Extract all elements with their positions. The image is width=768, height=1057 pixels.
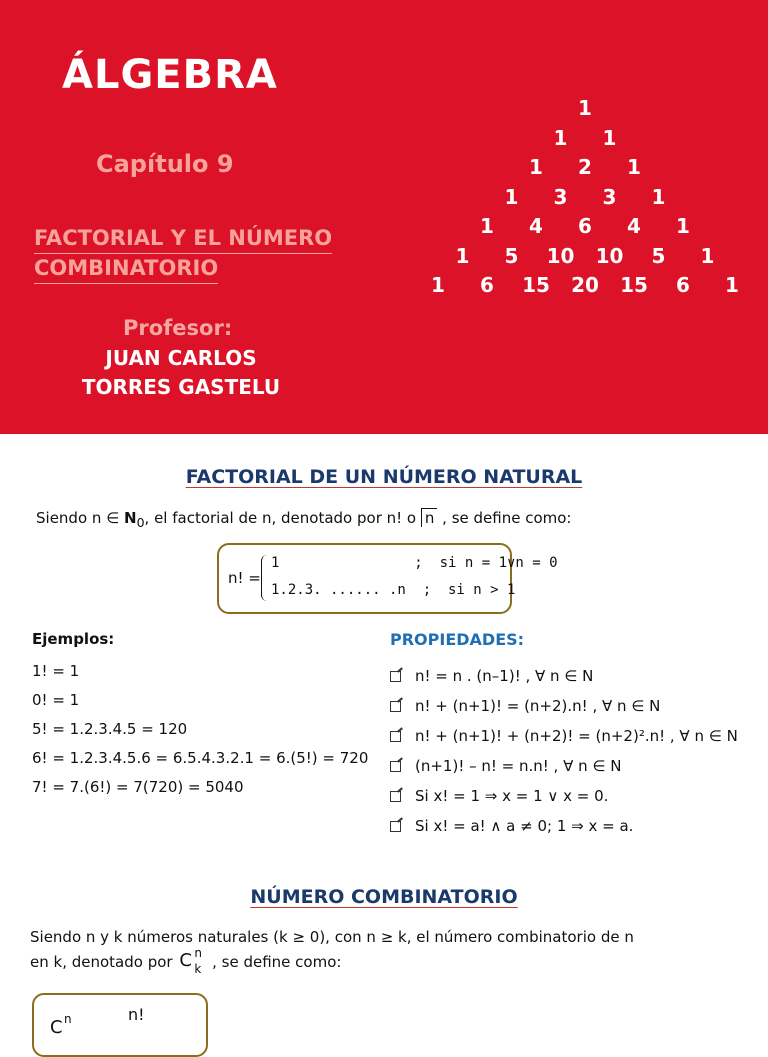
professor-name-line-2: TORRES GASTELU [81, 375, 281, 399]
example-item: 7! = 7.(6!) = 7(720) = 5040 [32, 778, 244, 796]
pascal-number: 5 [504, 243, 519, 268]
property-item [390, 727, 738, 745]
property-text: n! + (n+1)! + (n+2)! = (n+2)².n! , ∀ n ∈ N [415, 727, 738, 745]
pascal-number: 6 [480, 273, 494, 297]
pascal-number: 10 [546, 243, 575, 268]
pascal-number: 1 [578, 96, 592, 120]
pascal-number: 3 [602, 184, 617, 209]
pascal-number: 1 [651, 184, 666, 209]
professor-label: Profesor: [123, 316, 233, 340]
topic-title [34, 224, 332, 284]
factorial-definition-text: Siendo n ∈ $N_0$, el factorial de n, denotado por n! o n , se define como: [36, 509, 572, 530]
pascal-number: 2 [578, 155, 592, 179]
pascal-number: 1 [725, 273, 739, 297]
formula-lhs: n! = [228, 569, 261, 587]
property-item [390, 667, 593, 685]
pascal-number: 1 [676, 214, 690, 238]
topic-line-2: COMBINATORIO [34, 254, 218, 284]
professor-name-line-1: JUAN CARLOS [105, 346, 257, 370]
example-item: 0! = 1 [32, 691, 80, 709]
pascal-number: 3 [553, 184, 568, 209]
pascal-number: 1 [700, 243, 715, 268]
property-text: n! + (n+1)! = (n+2).n! , ∀ n ∈ N [415, 697, 661, 715]
formula-n-superscript: n [64, 1012, 72, 1026]
pascal-number: 1 [553, 125, 568, 150]
property-text: n! = n . (n–1)! , ∀ n ∈ N [415, 667, 594, 685]
property-item [390, 757, 621, 775]
document-title: ÁLGEBRA [62, 52, 278, 98]
arrow-bullet-icon [390, 821, 401, 832]
pascal-number: 6 [676, 273, 690, 297]
factorial-section-title: FACTORIAL DE UN NÚMERO NATURAL [185, 466, 583, 488]
property-text: Si x! = a! ∧ a ≠ 0; 1 ⇒ x = a. [415, 817, 634, 835]
formula-numerator: n! [128, 1005, 145, 1024]
pascal-number: 1 [431, 273, 445, 297]
pascal-number: 15 [522, 273, 550, 297]
example-item: 6! = 1.2.3.4.5.6 = 6.5.4.3.2.1 = 6.(5!) = 720 [32, 749, 369, 767]
pascal-number: 20 [571, 273, 599, 297]
examples-heading: Ejemplos: [32, 630, 115, 648]
cover-banner [0, 0, 768, 434]
property-item [390, 817, 633, 835]
pascal-number: 1 [504, 184, 519, 209]
arrow-bullet-icon [390, 671, 401, 682]
pascal-number: 1 [602, 125, 617, 150]
property-text: (n+1)! – n! = n.n! , ∀ n ∈ N [415, 757, 622, 775]
combinatorio-formula-box [32, 993, 208, 1057]
arrow-bullet-icon [390, 791, 401, 802]
natural-set-symbol: N [124, 509, 137, 527]
pascal-number: 4 [627, 214, 641, 238]
formula-case-1: 1 ; si n = 1∨n = 0 [271, 555, 558, 571]
pascal-triangle [420, 96, 750, 306]
formula-brace [261, 555, 269, 601]
combinatorio-definition-line-2: en k, denotado por C n k , se define como: [30, 946, 342, 976]
formula-c-symbol: C [50, 1017, 63, 1038]
property-text: Si x! = 1 ⇒ x = 1 ∨ x = 0. [415, 787, 609, 805]
pascal-number: 1 [529, 155, 543, 179]
pascal-number: 15 [620, 273, 648, 297]
combinatorio-symbol: C n k [179, 946, 202, 976]
factorial-bracket-symbol: n [421, 508, 438, 527]
pascal-number: 1 [455, 243, 470, 268]
arrow-bullet-icon [390, 701, 401, 712]
pascal-number: 1 [480, 214, 494, 238]
pascal-number: 5 [651, 243, 666, 268]
example-item: 5! = 1.2.3.4.5 = 120 [32, 720, 188, 738]
pascal-number: 1 [627, 155, 641, 179]
formula-case-2: 1.2.3. ...... .n ; si n > 1 [271, 582, 516, 598]
combinatorio-definition-line-1: Siendo n y k números naturales (k ≥ 0), con n ≥ k, el número combinatorio de n [30, 928, 634, 946]
property-item [390, 787, 608, 805]
factorial-formula-box [217, 543, 558, 614]
topic-line-1: FACTORIAL Y EL NÚMERO [34, 224, 332, 254]
properties-heading: PROPIEDADES: [390, 630, 525, 649]
combinatorio-section-title: NÚMERO COMBINATORIO [250, 886, 518, 908]
chapter-label: Capítulo 9 [96, 150, 234, 178]
professor-name [0, 344, 362, 402]
arrow-bullet-icon [390, 731, 401, 742]
property-item [390, 697, 660, 715]
example-item: 1! = 1 [32, 662, 80, 680]
pascal-number: 4 [529, 214, 543, 238]
pascal-number: 10 [595, 243, 624, 268]
pascal-number: 6 [578, 214, 592, 238]
arrow-bullet-icon [390, 761, 401, 772]
